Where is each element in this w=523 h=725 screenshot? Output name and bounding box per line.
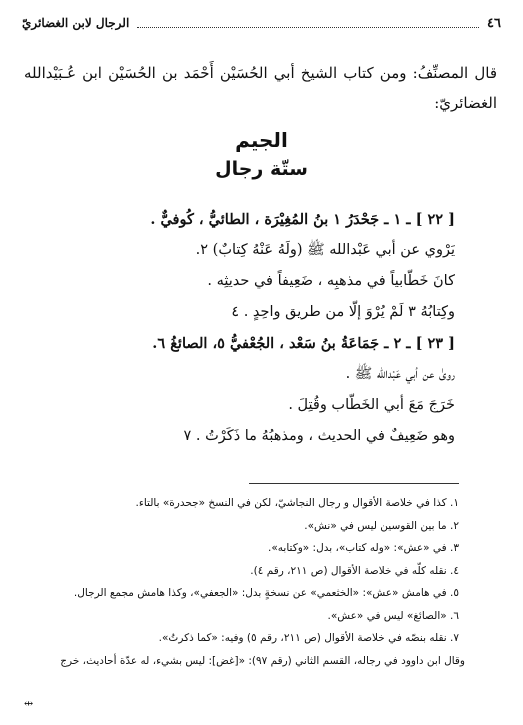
footnote-separator	[249, 483, 459, 484]
footnote-6: ٦. «الصائغ» ليس في «عش».	[327, 609, 459, 622]
intro-paragraph: قال المصنِّفُ: ومن كتاب الشيخ أبي الحُسَيْن أَحْمَد بن الحُسَيْن ابن عُـبَيْدالله الغضائريّ:	[24, 64, 497, 112]
footnote-7-continuation: وقال ابن داوود في رجاله، القسم الثاني (رقم ٩٧): «[غض]: ليس بشيء، له عدّة أحاديث، خرج	[60, 654, 465, 667]
section-subheading: ستّة رجال	[215, 158, 308, 180]
footnote-3: ٣. في «عش»: «وله كتاب»، بدل: «وكتابه».	[268, 542, 459, 554]
entry-23-heading: [ ٢٣ ] ـ ٢ ـ جَمَاعَةُ بنُ سَعْد ، الجُعْفيُّ ٥، الصائغُ ٦.	[152, 335, 455, 352]
body-line: خَرَجَ مَعَ أبي الخَطّاب وقُتِلَ .	[288, 397, 455, 413]
footnote-4: ٤. نقله كلّه في خلاصة الأقوال (ص ٢١١، رقم ٤).	[250, 564, 459, 577]
footnote-7: ٧. نقله بنصّه في خلاصة الأقوال (ص ٢١١، رقم ٥) وفيه: «كما ذكرتُ».	[158, 632, 459, 644]
footnote-1: ١. كذا في خلاصة الأقوال و رجال النجاشيّ، لكن في النسخ «جحدرة» بالتاء.	[135, 497, 459, 509]
body-line: وهو ضَعِيفٌ في الحديث ، ومذهبُهُ ما ذَكَرْتُ . ٧	[183, 428, 455, 444]
body-line: كانَ خَطّابياً في مذهبِه ، ضَعِيفاً في حديثِه .	[207, 273, 455, 289]
footnote-2: ٢. ما بين القوسين ليس في «نش».	[304, 519, 459, 532]
entries-body	[24, 204, 455, 452]
footnotes	[22, 492, 465, 672]
entry-22-heading: [ ٢٢ ] ـ ١ ـ جَحْدَرُ ١ بنُ المُغِيْرَة ، الطائيُّ ، كُوفيٌّ .	[150, 211, 455, 228]
page-header	[22, 12, 501, 34]
body-line: يَرْوي عن أبي عَبْدالله ﷺ (ولَهُ عَنْهُ كِتابٌ) ٢.	[195, 242, 455, 258]
header-dotted-leader	[137, 19, 479, 28]
page-number: ٤٦	[487, 15, 501, 31]
body-line: وكِتابُهُ ٣ لَمْ يُرْوَ إلّا من طريق واحِدٍ . ٤	[231, 304, 455, 320]
body-line: روىٰ عن أبي عَبْدالله ﷺ .	[345, 366, 455, 382]
continuation-marker-icon: ⇹	[24, 697, 34, 710]
footnote-5: ٥. في هامش «عش»: «الخثعمي» عن نسخةٍ بدل: «الجعفي»، وكذا هامش مجمع الرجال.	[73, 587, 459, 599]
section-heading: الجيم	[235, 128, 288, 152]
running-title: الرجال لابن الغضائريّ	[22, 16, 130, 30]
